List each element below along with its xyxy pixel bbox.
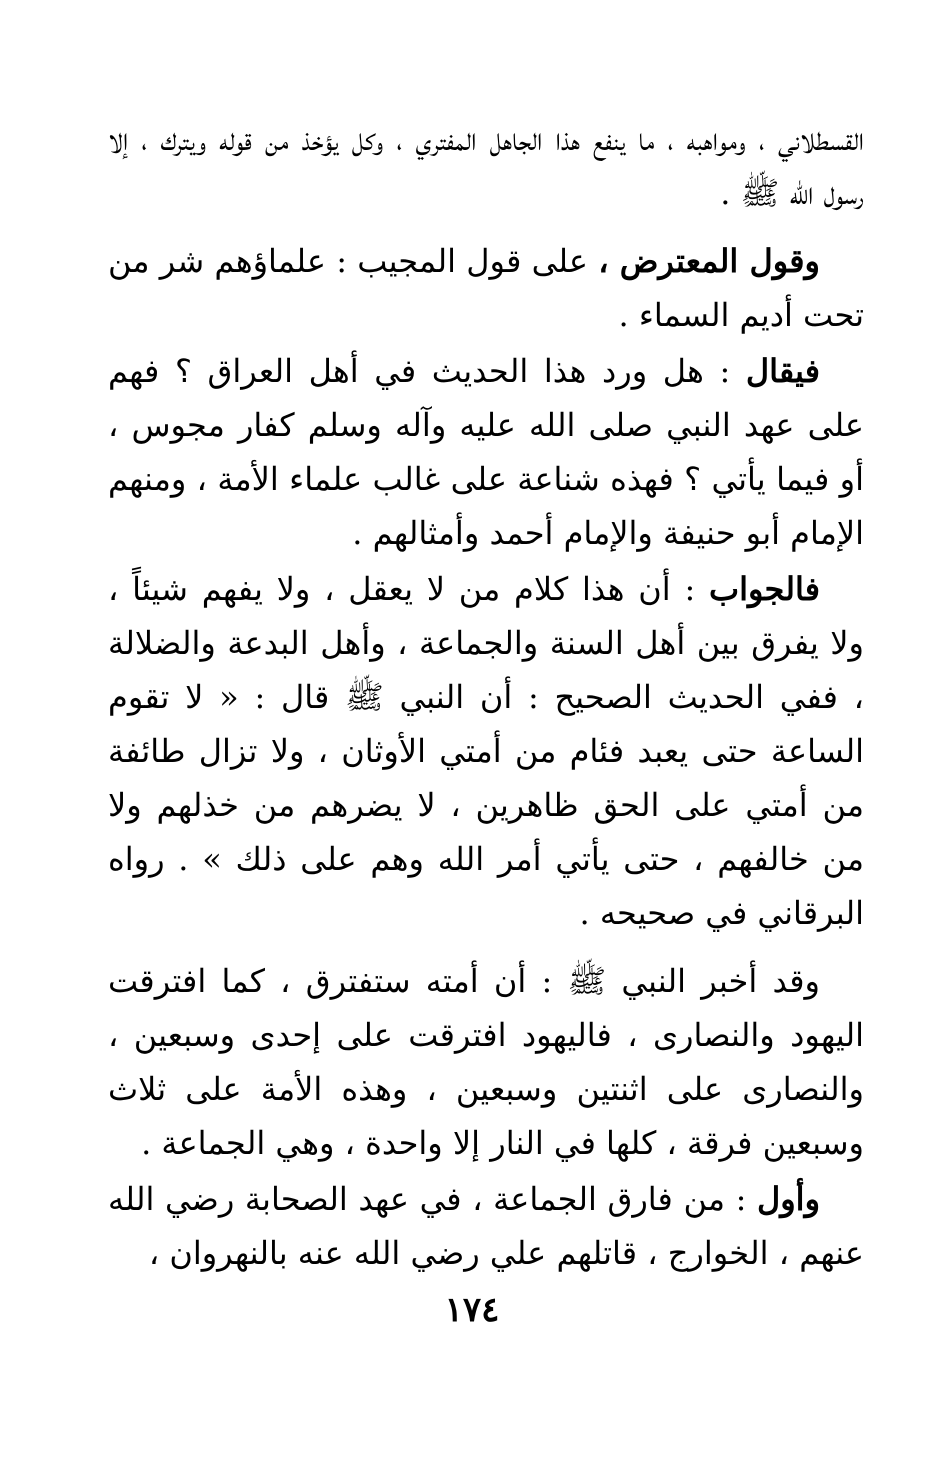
paragraph-6: [108, 1172, 864, 1280]
page-body: [108, 112, 864, 1280]
paragraph-5: [108, 954, 864, 1170]
paragraph-4: [108, 562, 864, 940]
paragraph-4-lead: فالجواب: [709, 570, 820, 608]
paragraph-2-text: على قول المجيب : علماؤهم شر من تحت أديم السماء .: [108, 242, 864, 334]
paragraph-4-text: : أن هذا كلام من لا يعقل ، ولا يفهم شيئاً ، ولا يفرق بين أهل السنة والجماعة ، وأهل البدعة والضلالة ، ففي الحديث الصحيح : أن النبي ﷺ قال : « لا تقوم الساعة حتى يعبد فئام من أمتي الأوثان ، ولا تزال طائفة من أمتي على الحق ظاهرين ، لا يضرهم من خذلهم ولا من خالفهم ، حتى يأتي أمر الله وهم على ذلك » . رواه البرقاني في صحيحه .: [108, 570, 864, 932]
paragraph-6-lead: وأول: [756, 1180, 821, 1218]
page-number: ١٧٤: [444, 1290, 500, 1330]
paragraph-1: [108, 112, 864, 220]
paragraph-2-lead: وقول المعترض ،: [598, 242, 821, 280]
paragraph-6-text: : من فارق الجماعة ، في عهد الصحابة رضي الله عنهم ، الخوارج ، قاتلهم علي رضي الله عنه بالنهروان ،: [108, 1180, 864, 1272]
paragraph-1-text: القسطلاني ، ومواهبه ، ما ينفع هذا الجاهل المفتري ، وكل يؤخذ من قوله ويترك ، إلا رسول الله ﷺ .: [108, 120, 864, 212]
paragraph-3: [108, 344, 864, 560]
paragraph-3-lead: فيقال: [745, 352, 820, 390]
paragraph-3-text: : هل ورد هذا الحديث في أهل العراق ؟ فهم على عهد النبي صلى الله عليه وآله وسلم كفار مجوس ، أو فيما يأتي ؟ فهذه شناعة على غالب علماء الأمة ، ومنهم الإمام أبو حنيفة والإمام أحمد وأمثالهم .: [108, 352, 865, 552]
paragraph-2: [108, 234, 864, 342]
paragraph-5-text: وقد أخبر النبي ﷺ : أن أمته ستفترق ، كما افترقت اليهود والنصارى ، فاليهود افترقت على إحدى وسبعين ، والنصارى على اثنتين وسبعين ، وهذه الأمة على ثلاث وسبعين فرقة ، كلها في النار إلا واحدة ، وهي الجماعة .: [108, 962, 864, 1162]
